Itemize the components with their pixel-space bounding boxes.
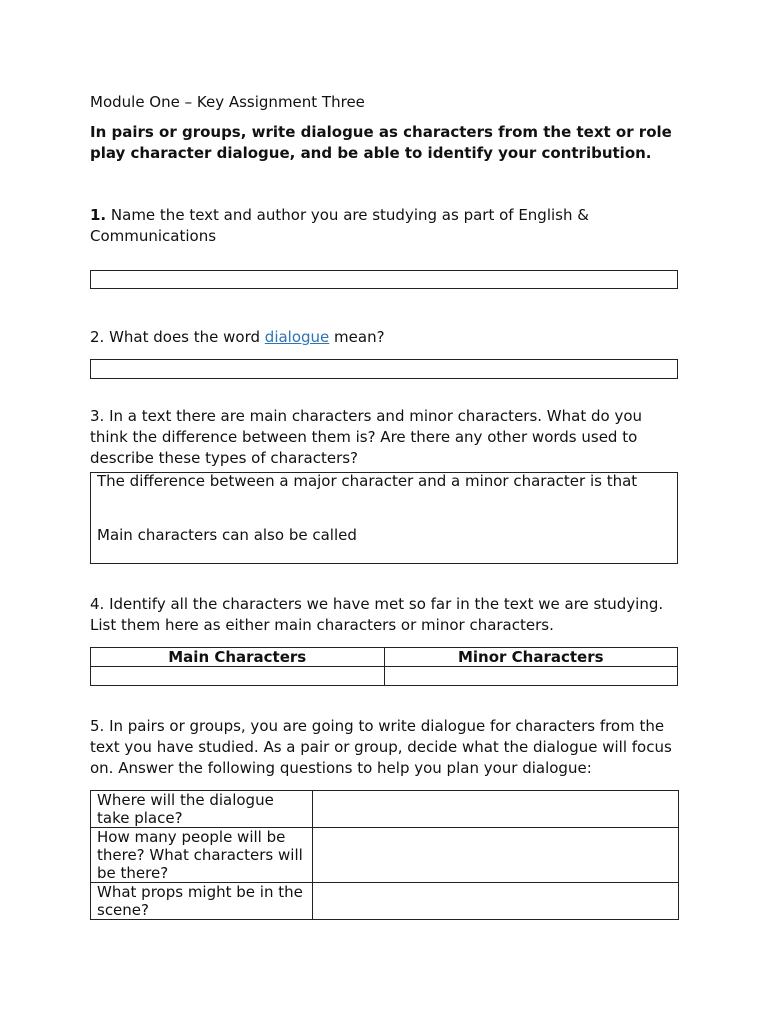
planning-table [90,790,679,920]
props-question: What props might be in the scene? [91,883,313,920]
people-answer-cell[interactable] [313,828,679,883]
dialogue-link[interactable]: dialogue [264,328,330,346]
location-question: Where will the dialogue take place? [91,791,313,828]
page-title: Module One – Key Assignment Three [90,93,365,111]
question-2-suffix: mean? [329,328,385,346]
location-answer-cell[interactable] [313,791,679,828]
assignment-instructions: In pairs or groups, write dialogue as characters from the text or role play character dialogue, and be able to identify your contribution. [90,123,672,162]
main-characters-header: Main Characters [91,648,385,667]
characters-table [90,647,678,686]
question-1-number: 1. [90,206,107,224]
main-characters-cell[interactable] [91,667,385,686]
table-header-row [91,648,678,667]
props-answer-cell[interactable] [313,883,679,920]
answer-box-2[interactable] [90,359,678,379]
question-1-text: Name the text and author you are studying as part of English & Communications [90,206,589,245]
worksheet-page [90,90,678,920]
answer-box-3[interactable] [90,472,678,564]
minor-characters-header: Minor Characters [384,648,678,667]
question-2 [90,327,678,348]
prompt-main-characters: Main characters can also be called [97,526,357,544]
table-row [91,883,679,920]
minor-characters-cell[interactable] [384,667,678,686]
question-1 [90,205,678,247]
prompt-difference: The difference between a major character and a minor character is that [97,472,638,490]
question-3: 3. In a text there are main characters and minor characters. What do you think the difference between them is? Are there any other words used to describe these types of characters? [90,407,643,467]
answer-box-1[interactable] [90,270,678,289]
question-2-prefix: 2. What does the word [90,328,265,346]
question-5: 5. In pairs or groups, you are going to write dialogue for characters from the text you have studied. As a pair or group, decide what the dialogue will focus on. Answer the following questions to help you plan your dialogue: [90,717,672,777]
question-4: 4. Identify all the characters we have met so far in the text we are studying. List them here as either main characters or minor characters. [90,595,664,634]
table-row [91,828,679,883]
people-question: How many people will be there? What characters will be there? [91,828,313,883]
table-row [91,667,678,686]
table-row [91,791,679,828]
